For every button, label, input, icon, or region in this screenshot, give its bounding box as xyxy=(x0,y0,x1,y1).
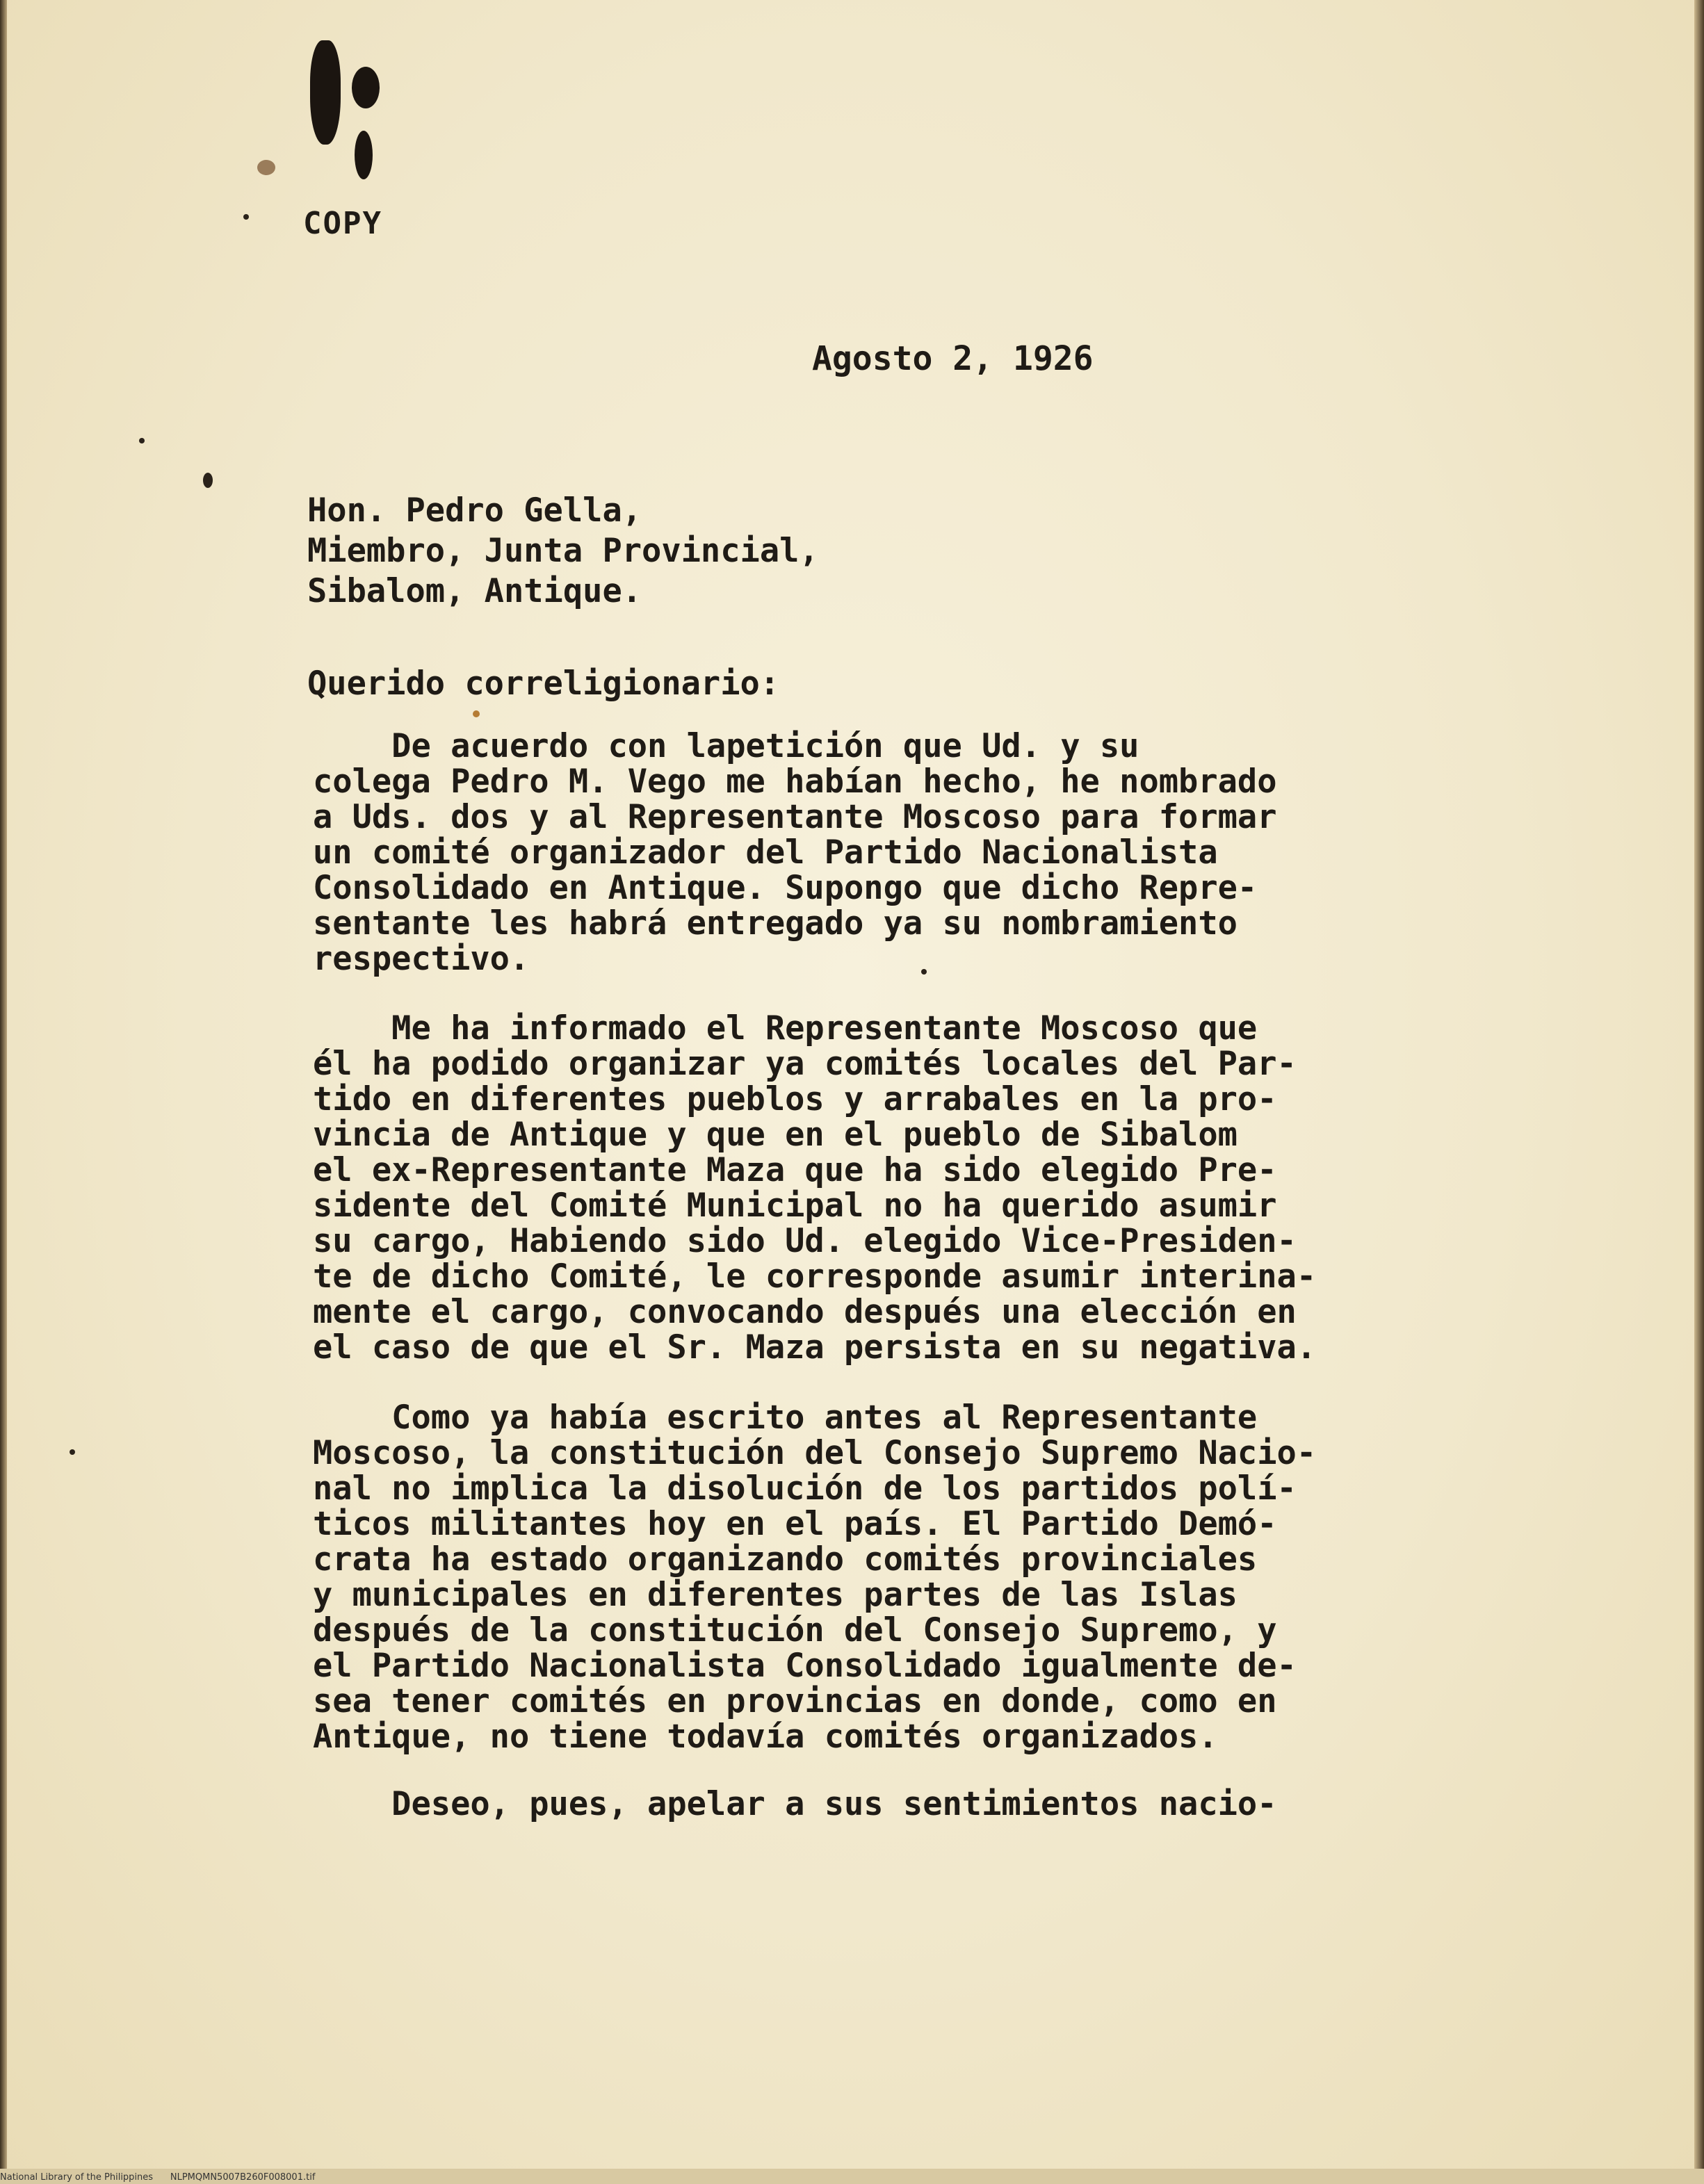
recipient-address xyxy=(307,491,819,612)
text-line: el ex-Representante Maza que ha sido elegido Pre- xyxy=(313,1151,1277,1189)
text-line: el Partido Nacionalista Consolidado igualmente de- xyxy=(313,1647,1297,1685)
text-line: Como ya había escrito antes al Representante xyxy=(313,1399,1258,1437)
letter-date: Agosto 2, 1926 xyxy=(812,339,1094,378)
ink-stain xyxy=(352,67,380,108)
page-edge-right xyxy=(1694,0,1704,2184)
text-line: sentante les habrá entregado ya su nombramiento xyxy=(313,904,1238,943)
text-line: crata ha estado organizando comités provinciales xyxy=(313,1540,1258,1579)
text-line: respectivo. xyxy=(313,940,530,978)
text-line: mente el cargo, convocando después una elección en xyxy=(313,1293,1297,1331)
ink-speck xyxy=(70,1449,75,1455)
salutation: Querido correligionario: xyxy=(307,665,780,703)
paragraph-4 xyxy=(313,1786,1277,1822)
ink-stain xyxy=(257,160,275,175)
text-line: De acuerdo con lapetición que Ud. y su xyxy=(313,727,1139,765)
text-line: ticos militantes hoy en el país. El Partido Demó- xyxy=(313,1505,1277,1543)
address-line: Sibalom, Antique. xyxy=(307,572,642,610)
text-line: Me ha informado el Representante Moscoso que xyxy=(313,1009,1258,1048)
text-line: sea tener comités en provincias en donde, como en xyxy=(313,1682,1277,1720)
text-line: Moscoso, la constitución del Consejo Supremo Nacio- xyxy=(313,1434,1317,1472)
ink-speck xyxy=(243,214,249,220)
text-line: él ha podido organizar ya comités locales del Par- xyxy=(313,1045,1297,1083)
text-line: sidente del Comité Municipal no ha querido asumir xyxy=(313,1187,1277,1225)
text-line: Consolidado en Antique. Supongo que dicho Repre- xyxy=(313,869,1258,907)
text-line: vincia de Antique y que en el pueblo de Sibalom xyxy=(313,1116,1238,1154)
text-line: te de dicho Comité, le corresponde asumir interina- xyxy=(313,1257,1317,1296)
text-line: Antique, no tiene todavía comités organizados. xyxy=(313,1718,1218,1756)
text-line: un comité organizador del Partido Nacionalista xyxy=(313,833,1218,872)
text-line: colega Pedro M. Vego me habían hecho, he nombrado xyxy=(313,763,1277,801)
text-line: su cargo, Habiendo sido Ud. elegido Vice-Presiden- xyxy=(313,1222,1297,1260)
address-line: Miembro, Junta Provincial, xyxy=(307,532,819,570)
text-line: a Uds. dos y al Representante Moscoso para formar xyxy=(313,798,1277,836)
text-line: el caso de que el Sr. Maza persista en su negativa. xyxy=(313,1328,1317,1367)
text-line: después de la constitución del Consejo Supremo, y xyxy=(313,1611,1277,1649)
paragraph-3 xyxy=(313,1400,1316,1754)
page-edge-left xyxy=(0,0,7,2184)
ink-speck xyxy=(473,710,480,717)
text-line: nal no implica la disolución de los partidos polí- xyxy=(313,1469,1297,1508)
address-line: Hon. Pedro Gella, xyxy=(307,491,642,530)
ink-speck xyxy=(203,473,213,488)
paragraph-2 xyxy=(313,1011,1316,1365)
library-name: National Library of the Philippines xyxy=(0,2172,154,2183)
archive-footer xyxy=(0,2172,315,2183)
text-line: Deseo, pues, apelar a sus sentimientos nacio- xyxy=(313,1785,1277,1823)
text-line: y municipales en diferentes partes de las Islas xyxy=(313,1576,1238,1614)
file-id: NLPMQMN5007B260F008001.tif xyxy=(170,2172,316,2183)
ink-stain xyxy=(310,40,341,145)
copy-stamp: COPY xyxy=(303,206,382,241)
paragraph-1 xyxy=(313,728,1277,977)
ink-stain xyxy=(355,131,373,179)
text-line: tido en diferentes pueblos y arrabales en la pro- xyxy=(313,1080,1277,1118)
ink-speck xyxy=(139,438,145,443)
